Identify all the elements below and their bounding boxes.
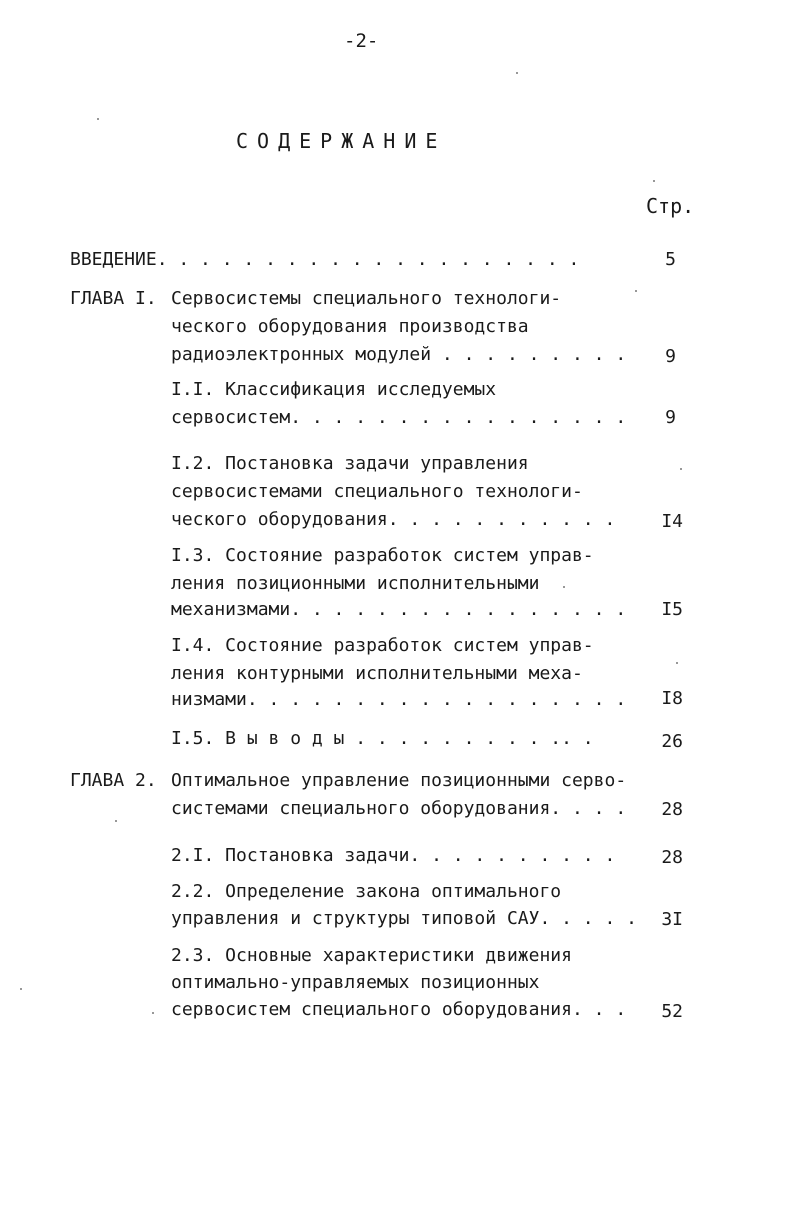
toc-entry-line: 2.3. Основные характеристики движения xyxy=(171,945,572,966)
scan-speck xyxy=(563,586,565,588)
toc-entry-line: управления и структуры типовой САУ. . . . . xyxy=(171,908,637,929)
chapter-label: ГЛАВА I. xyxy=(70,288,157,309)
page-number: -2- xyxy=(344,30,379,52)
toc-entry-line: ческого оборудования производства xyxy=(171,316,529,337)
toc-entry-line: ческого оборудования. . . . . . . . . . . xyxy=(171,509,616,530)
toc-entry-line: I.5. В ы в о д ы . . . . . . . . . .. . xyxy=(171,728,594,749)
toc-entry-line: системами специального оборудования. . . . xyxy=(171,798,627,819)
toc-entry-line: сервосистем специального оборудования. . . xyxy=(171,999,627,1020)
toc-entry-page: 9 xyxy=(665,407,676,428)
toc-entry-line: механизмами. . . . . . . . . . . . . . . . xyxy=(171,599,627,620)
toc-entry-line: I.3. Состояние разработок систем управ- xyxy=(171,545,594,566)
toc-entry-line: оптимально-управляемых позиционных xyxy=(171,972,540,993)
toc-entry-line: низмами. . . . . . . . . . . . . . . . . . xyxy=(171,689,627,710)
scan-speck xyxy=(152,1012,154,1014)
toc-entry-line: ления позиционными исполнительными xyxy=(171,573,540,594)
toc-entry-line: I.4. Состояние разработок систем управ- xyxy=(171,635,594,656)
toc-entry-line: сервосистемами специального технологи- xyxy=(171,481,583,502)
toc-entry-line: 2.I. Постановка задачи. . . . . . . . . . xyxy=(171,845,616,866)
toc-entry-page: I4 xyxy=(661,511,683,532)
toc-entry-line: Оптимальное управление позиционными серво- xyxy=(171,770,627,791)
toc-entry-page: 3I xyxy=(661,909,683,930)
scan-speck xyxy=(115,820,117,822)
scan-speck xyxy=(20,988,22,990)
document-title: СОДЕРЖАНИЕ xyxy=(236,129,447,153)
toc-entry-line: I.2. Постановка задачи управления xyxy=(171,453,529,474)
toc-entry-line: I.I. Классификация исследуемых xyxy=(171,379,497,400)
toc-entry-line: ления контурными исполнительными меха- xyxy=(171,663,583,684)
toc-entry-page: I8 xyxy=(661,688,683,709)
scan-speck xyxy=(516,72,518,74)
toc-entry-line: сервосистем. . . . . . . . . . . . . . . . xyxy=(171,407,627,428)
toc-entry-page: 52 xyxy=(661,1001,683,1022)
toc-entry-page: 5 xyxy=(665,249,676,270)
scan-speck xyxy=(635,290,637,292)
chapter-label: ГЛАВА 2. xyxy=(70,770,157,791)
page-column-label: Стр. xyxy=(646,194,695,218)
toc-entry-page: 28 xyxy=(661,799,683,820)
toc-entry-line: ВВЕДЕНИЕ. . . . . . . . . . . . . . . . . . . . xyxy=(70,249,580,270)
toc-entry-line: радиоэлектронных модулей . . . . . . . . . xyxy=(171,344,627,365)
toc-entry-page: 26 xyxy=(661,731,683,752)
scan-speck xyxy=(680,468,682,470)
scan-speck xyxy=(676,662,678,664)
scan-speck xyxy=(97,118,99,120)
toc-entry-page: 9 xyxy=(665,346,676,367)
toc-entry-line: 2.2. Определение закона оптимального xyxy=(171,881,562,902)
toc-entry-page: I5 xyxy=(661,599,683,620)
toc-entry-line: Сервосистемы специального технологи- xyxy=(171,288,562,309)
toc-entry-page: 28 xyxy=(661,847,683,868)
scan-speck xyxy=(653,180,655,182)
